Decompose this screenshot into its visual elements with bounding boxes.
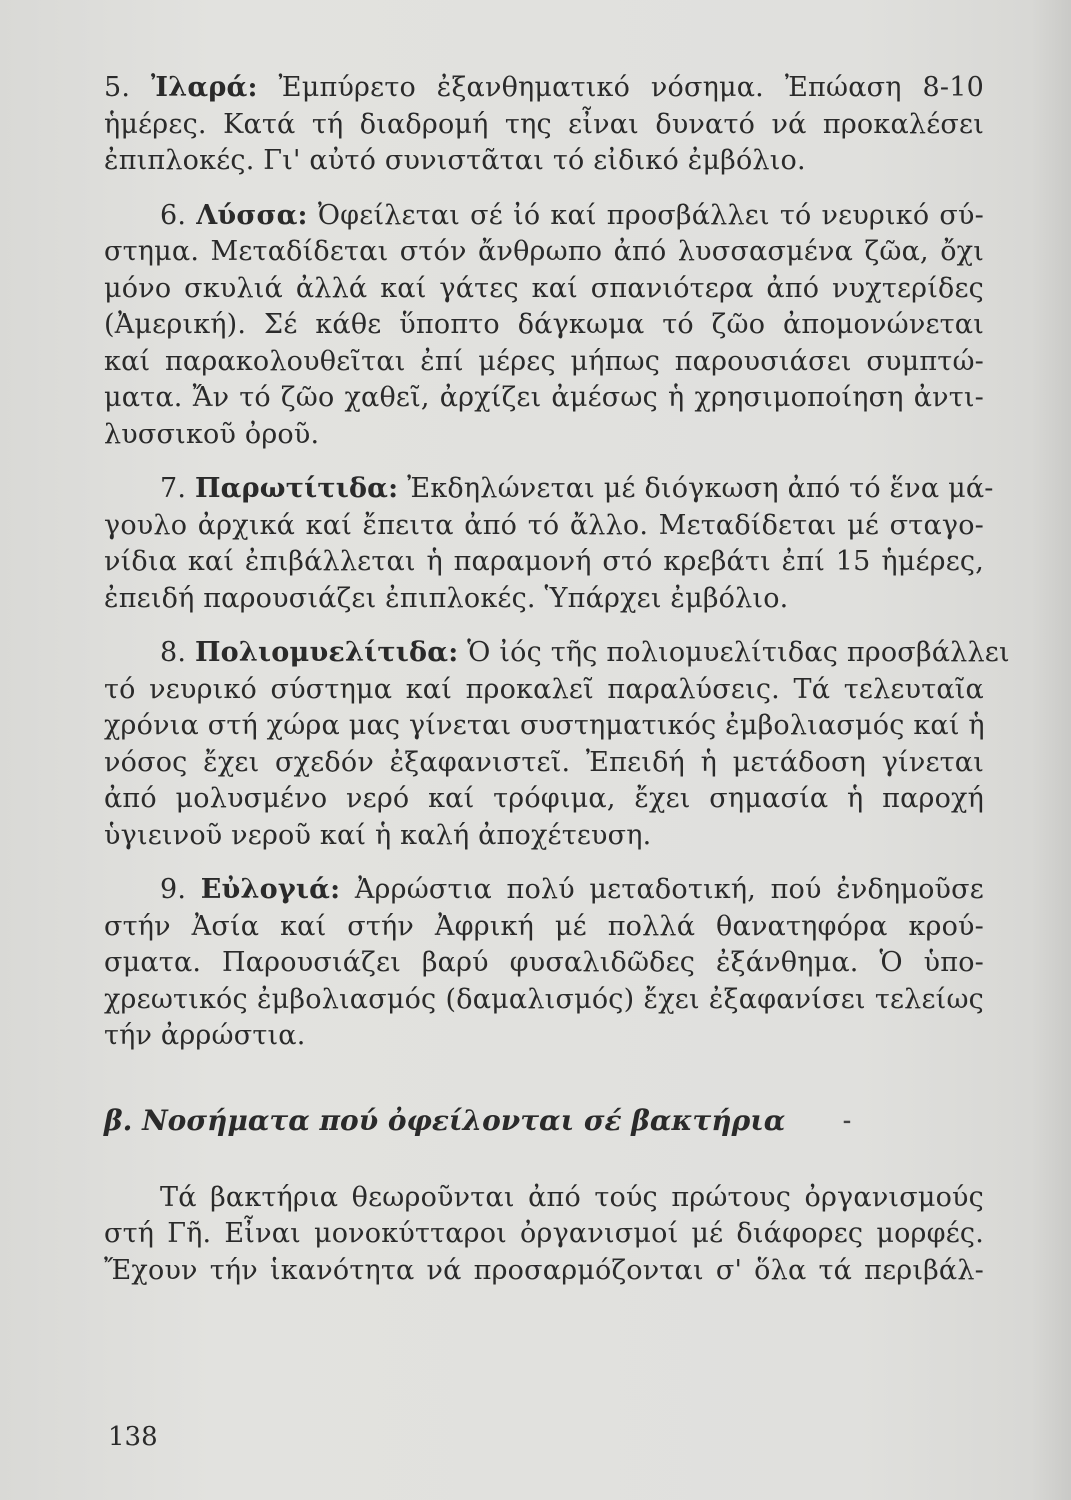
entry-line — [104, 635, 1010, 672]
entry-eulogia — [104, 872, 984, 1055]
entry-term: Εὐλογιά: — [200, 874, 341, 905]
entry-line: χρόνια στή χώρα μας γίνεται συστηματικός ἐμβολιασμός καί ἡ — [104, 710, 985, 741]
entry-line: ματα. Ἄν τό ζῶο χαθεῖ, ἀρχίζει ἀμέσως ἡ χρησιμοποίηση ἀντι- — [104, 382, 984, 413]
entry-lyssa — [104, 198, 984, 454]
entry-number: 8. — [160, 637, 187, 668]
section-line: Ἔχουν τήν ἱκανότητα νά προσαρμόζονται σ' ὅλα τά περιβάλ- — [104, 1254, 984, 1286]
entry-line: τό νευρικό σύστημα καί προκαλεῖ παραλύσεις. Τά τελευταῖα — [104, 673, 984, 705]
entry-text: Ἐμπύρετο ἐξανθηματικό νόσημα. Ἐπώαση 8-10 — [278, 72, 984, 103]
entry-number: 7. — [160, 473, 187, 504]
page-text — [104, 70, 1010, 1307]
entry-line: τήν ἀρρώστια. — [104, 1020, 306, 1051]
entry-text: Ὀφείλεται σέ ἰό καί προσβάλλει τό νευρικό σύ- — [317, 199, 984, 231]
entry-line: ἀπό μολυσμένο νερό καί τρόφιμα, ἔχει σημασία ἡ παροχή — [104, 783, 984, 814]
entry-line: χρεωτικός ἐμβολιασμός (δαμαλισμός) ἔχει ἐξαφανίσει τελείως — [104, 983, 984, 1015]
section-heading — [104, 1103, 984, 1142]
entry-line: νόσος ἔχει σχεδόν ἐξαφανιστεῖ. Ἐπειδή ἡ μετάδοση γίνεται — [104, 746, 984, 778]
entry-line: μόνο σκυλιά ἀλλά καί γάτες καί σπανιότερα ἀπό νυχτερίδες — [104, 272, 984, 304]
spine-shadow — [1031, 0, 1071, 1500]
entry-line: γουλο ἀρχικά καί ἔπειτα ἀπό τό ἄλλο. Μεταδίδεται μέ σταγο- — [104, 509, 984, 541]
section-heading-text: β. Νοσήματα πού ὀφείλονται σέ βακτήρια — [104, 1103, 786, 1137]
entry-line: ἡμέρες. Κατά τή διαδρομή της εἶναι δυνατό νά προκαλέσει — [104, 108, 984, 140]
section-mark: ⁃ — [841, 1110, 853, 1136]
entry-term: Ἰλαρά: — [151, 72, 258, 103]
entry-text: Ἐκδηλώνεται μέ διόγκωση ἀπό τό ἕνα μά- — [407, 473, 994, 504]
entry-line: σματα. Παρουσιάζει βαρύ φυσαλιδῶδες ἐξάνθημα. Ὁ ὑπο- — [104, 947, 984, 978]
entry-number: 5. — [104, 72, 131, 103]
entry-ilara — [104, 70, 984, 180]
entry-line — [104, 872, 984, 909]
entry-line — [104, 70, 984, 107]
section-line: Τά βακτήρια θεωροῦνται ἀπό τούς πρώτους ὀργανισμούς — [160, 1181, 984, 1213]
entry-line — [104, 198, 984, 235]
entry-text: Ἀρρώστια πολύ μεταδοτική, πού ἐνδημοῦσε — [354, 874, 984, 905]
entry-poliomyelitida — [104, 635, 1010, 854]
entry-line: λυσσικοῦ ὀροῦ. — [104, 418, 320, 450]
entry-term: Παρωτίτιδα: — [194, 473, 399, 504]
entry-line: (Ἀμερική). Σέ κάθε ὕποπτο δάγκωμα τό ζῶο ἀπομονώνεται — [104, 309, 984, 340]
entry-line — [104, 471, 994, 508]
section-line: στή Γῆ. Εἶναι μονοκύτταροι ὀργανισμοί μέ διάφορες μορφές. — [104, 1218, 984, 1249]
entry-line: νίδια καί ἐπιβάλλεται ἡ παραμονή στό κρεβάτι ἐπί 15 ἡμέρες, — [104, 546, 984, 577]
page-number: 138 — [108, 1422, 158, 1452]
entry-line: στήν Ἀσία καί στήν Ἀφρική μέ πολλά θανατηφόρα κρού- — [104, 910, 984, 942]
entry-term: Λύσσα: — [196, 199, 308, 231]
entry-number: 9. — [160, 874, 187, 905]
entry-line: ἐπιπλοκές. Γι' αὐτό συνιστᾶται τό εἰδικό ἐμβόλιο. — [104, 145, 806, 176]
section-intro — [104, 1180, 984, 1290]
entry-line: ὑγιεινοῦ νεροῦ καί ἡ καλή ἀποχέτευση. — [104, 819, 652, 851]
entry-line: ἐπειδή παρουσιάζει ἐπιπλοκές. Ὑπάρχει ἐμβόλιο. — [104, 582, 789, 614]
entry-text: Ὁ ἰός τῆς πολιομυελίτιδας προσβάλλει — [467, 637, 1010, 668]
entry-term: Πολιομυελίτιδα: — [194, 637, 459, 668]
entry-number: 6. — [160, 199, 187, 231]
entry-line: στημα. Μεταδίδεται στόν ἄνθρωπο ἀπό λυσσασμένα ζῶα, ὄχι — [104, 236, 984, 267]
entry-parotitida — [104, 471, 994, 617]
entry-line: καί παρακολουθεῖται ἐπί μέρες μήπως παρουσιάσει συμπτώ- — [104, 345, 984, 377]
